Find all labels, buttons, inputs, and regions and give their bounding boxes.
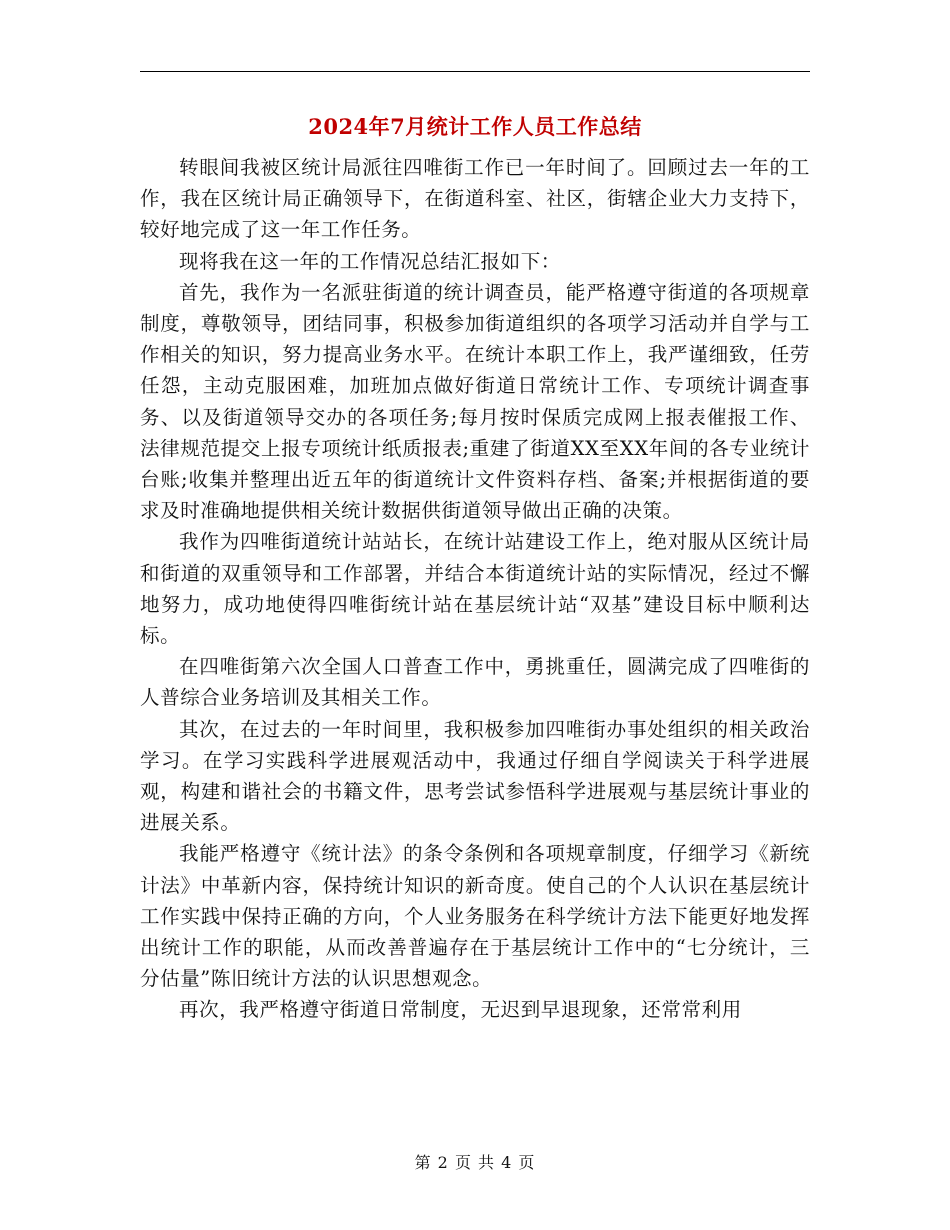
paragraph-intro: 转眼间我被区统计局派往四唯街工作已一年时间了。回顾过去一年的工作，我在区统计局正确领导下，在街道科室、社区，街辖企业大力支持下，较好地完成了这一年工作任务。: [140, 156, 810, 242]
document-body: [140, 152, 810, 1026]
header-rule: [140, 71, 810, 72]
document-title: 2024年7月统计工作人员工作总结: [308, 114, 642, 139]
paragraph-third: 再次，我严格遵守街道日常制度，无迟到早退现象，还常常利用: [179, 998, 742, 1022]
paragraph-statistics-law: 我能严格遵守《统计法》的条令条例和各项规章制度，仔细学习《新统计法》中革新内容，保持统计知识的新奇度。使自己的个人认识在基层统计工作实践中保持正确的方向，个人业务服务在科学统计方法下能更好地发挥出统计工作的职能，从而改善普遍存在于基层统计工作中的“七分统计，三分估量”陈旧统计方法的认识思想观念。: [140, 842, 810, 991]
paragraph-census: 在四唯街第六次全国人口普查工作中，勇挑重任，圆满完成了四唯街的人普综合业务培训及其相关工作。: [140, 655, 810, 710]
paragraph-second: 其次，在过去的一年时间里，我积极参加四唯街办事处组织的相关政治学习。在学习实践科学进展观活动中，我通过仔细自学阅读关于科学进展观，构建和谐社会的书籍文件，思考尝试参悟科学进展观与基层统计事业的进展关系。: [140, 717, 810, 835]
paragraph-summary-lead: 现将我在这一年的工作情况总结汇报如下：: [179, 249, 561, 273]
paragraph-first: 首先，我作为一名派驻街道的统计调查员，能严格遵守街道的各项规章制度，尊敬领导，团结同事，积极参加街道组织的各项学习活动并自学与工作相关的知识，努力提高业务水平。在统计本职工作上，我严谨细致，任劳任怨，主动克服困难，加班加点做好街道日常统计工作、专项统计调查事务、以及街道领导交办的各项任务;每月按时保质完成网上报表催报工作、法律规范提交上报专项统计纸质报表;重建了街道XX至XX年间的各专业统计台账;收集并整理出近五年的街道统计文件资料存档、备案;并根据街道的要求及时准确地提供相关统计数据供街道领导做出正确的决策。: [140, 280, 810, 523]
page-number-footer: 第 2 页 共 4 页: [414, 1153, 536, 1172]
paragraph-station: 我作为四唯街道统计站站长，在统计站建设工作上，绝对服从区统计局和街道的双重领导和工作部署，并结合本街道统计站的实际情况，经过不懈地努力，成功地使得四唯街统计站在基层统计站“双基”建设目标中顺利达标。: [140, 530, 810, 648]
